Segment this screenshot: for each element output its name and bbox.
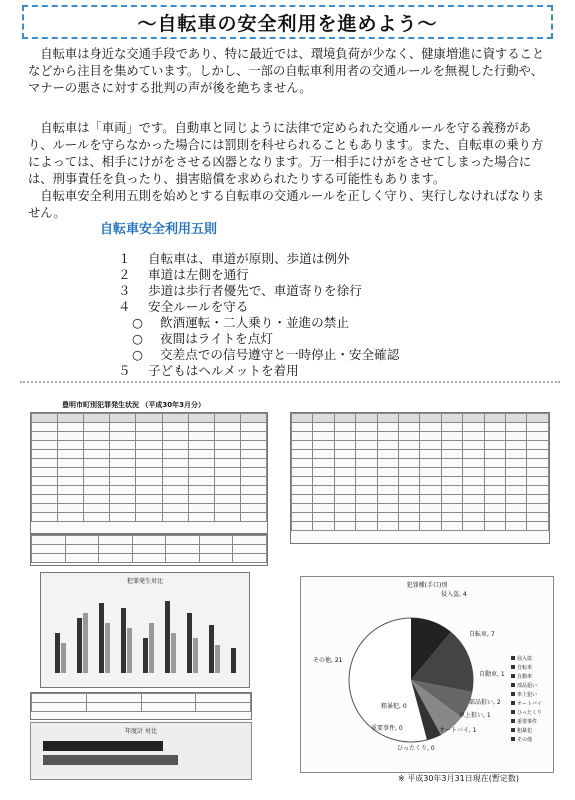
legend-item: オートバイ	[511, 700, 542, 709]
pie-label: オートバイ, 1	[439, 727, 477, 734]
intro-paragraph-1: 自転車は身近な交通手段であり、特に最近では、環境負荷が少なく、健康増進に資することなどから注目を集めています。しかし、一部の自転車利用者の交通ルールを無視した行動や、マナーの悪さに対する批判の声が後を絶ちません。	[28, 47, 545, 95]
bar	[121, 608, 126, 673]
stats-table-title: 豊明市町別犯罪発生状況 （平成30年3月分）	[62, 401, 206, 409]
rule-subitem: ○ 飲酒運転・二人乗り・並進の禁止	[132, 315, 349, 330]
pie-label: 侵入盗, 4	[441, 591, 467, 598]
legend-item: 重要事件	[511, 718, 542, 727]
bar	[77, 618, 82, 673]
bar	[55, 633, 60, 673]
bar	[171, 633, 176, 673]
district-crime-table	[30, 412, 268, 534]
pie-label: 粗暴犯, 0	[381, 703, 407, 710]
bar	[215, 645, 220, 673]
bar	[209, 625, 214, 673]
bar	[127, 628, 132, 673]
rule-item: ３ 歩道は歩行者優先で、車道寄りを徐行	[118, 283, 362, 298]
page-title: 〜自転車の安全利用を進めよう〜	[137, 12, 438, 35]
bar	[105, 623, 110, 673]
bar	[143, 638, 148, 673]
rules-title: 自転車安全利用五則	[100, 222, 218, 237]
pie-label: 自転車, 7	[469, 631, 495, 638]
rule-subitem: ○ 交差点での信号遵守と一時停止・安全確認	[132, 347, 400, 362]
bar	[165, 601, 170, 673]
bar	[83, 613, 88, 673]
pie-label: 部品狙い, 2	[469, 699, 501, 706]
bar	[99, 603, 104, 673]
legend-item: 車上狙い	[511, 691, 542, 700]
rule-item: ２ 車道は左側を通行	[118, 267, 249, 282]
legend-item: その他	[511, 736, 542, 745]
crime-comparison-bar-chart	[40, 572, 250, 688]
pie-label: 重要事件, 0	[371, 725, 403, 732]
bar-chart-title: 犯罪発生対比	[126, 578, 163, 585]
legend-item: 粗暴犯	[511, 727, 542, 736]
yearly-table	[30, 692, 252, 720]
legend-item: 自転車	[511, 664, 542, 673]
comparison-title: 年度計 対比	[125, 728, 157, 735]
legend-item: ひったくり	[511, 709, 542, 718]
legend-item: 部品狙い	[511, 682, 542, 691]
bar	[61, 643, 66, 673]
summary-table	[30, 534, 268, 566]
pie-legend	[511, 655, 542, 745]
legend-item: 自動車	[511, 673, 542, 682]
legend-item: 侵入盗	[511, 655, 542, 664]
rule-subitem: ○ 夜間はライトを点灯	[132, 331, 273, 346]
crime-type-table	[290, 412, 550, 544]
bar	[231, 648, 236, 673]
page-title-box	[22, 5, 553, 39]
rule-item: １ 自転車は、車道が原則、歩道は例外	[118, 251, 350, 266]
bar	[149, 623, 154, 673]
bar	[187, 613, 192, 673]
footnote: ※ 平成30年3月31日現在(暫定数)	[398, 774, 519, 783]
rule-item: ５ 子どもはヘルメットを着用	[118, 363, 299, 378]
pie-label: ひったくり, 0	[397, 745, 435, 752]
bar	[43, 755, 178, 765]
pie-chart-title: 犯罪種(手口)別	[406, 582, 448, 589]
rule-item: ４ 安全ルールを守る	[118, 299, 249, 314]
pie-label: 車上狙い, 1	[459, 712, 491, 719]
bar	[43, 741, 163, 751]
intro-paragraph-3: 自転車安全利用五則を始めとする自転車の交通ルールを正しく守り、実行しなければなりません。	[28, 189, 545, 220]
bar	[193, 638, 198, 673]
section-divider	[20, 381, 560, 383]
crime-type-pie-chart	[300, 576, 554, 773]
pie-label: 自動車, 1	[479, 671, 505, 678]
yearly-comparison-chart	[30, 722, 252, 780]
intro-paragraph-2: 自転車は「車両」です。自動車と同じように法律で定められた交通ルールを守る義務があり、ルールを守らなかった場合には罰則を科せられることもあります。また、自転車の乗り方によっては、相手にけがをさせる凶器となります。万一相手にけがをさせてしまった場合には、刑事責任を負ったり、損害賠償を求められたりする可能性もあります。 自転車安全利用五則を始めとする自転車の交通ルールを正しく守り、実行しなければなりません。	[28, 121, 545, 220]
pie-label: その他, 21	[313, 657, 343, 664]
